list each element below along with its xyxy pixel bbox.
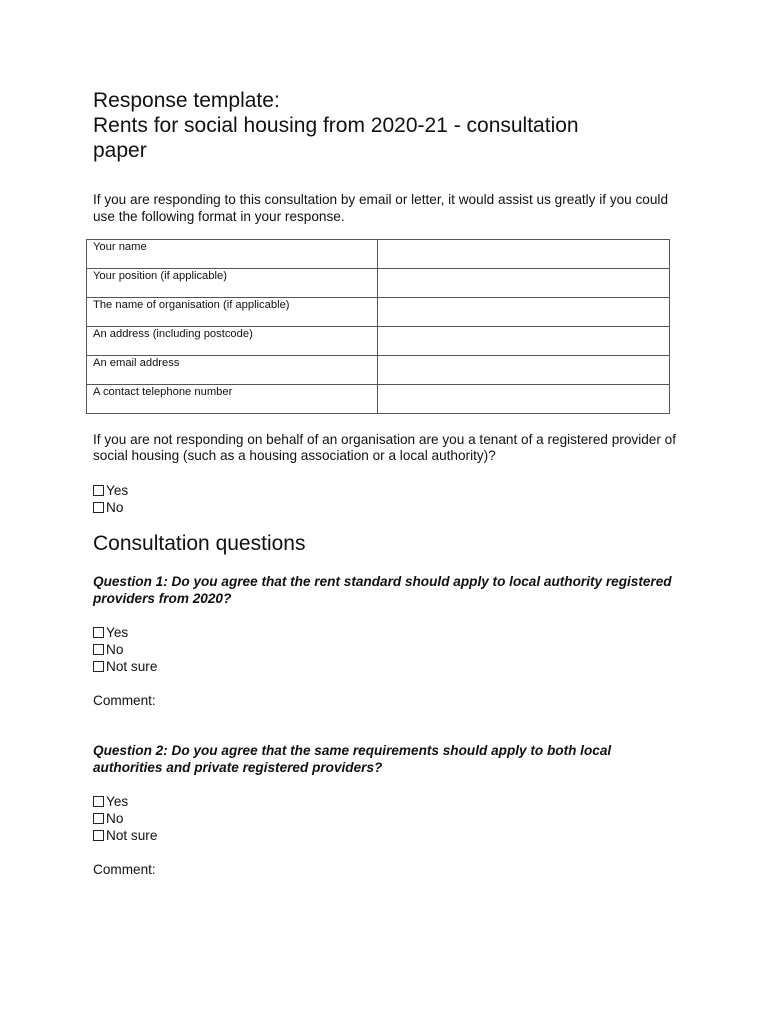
checkbox-icon[interactable] — [93, 627, 104, 638]
comment-label: Comment: — [93, 862, 156, 878]
table-row — [87, 384, 670, 413]
option-label: No — [106, 642, 124, 658]
option-no[interactable] — [93, 641, 676, 658]
table-row — [87, 268, 670, 297]
title-line-3: paper — [93, 139, 147, 162]
row-label: The name of organisation (if applicable) — [87, 297, 378, 326]
option-label: Yes — [106, 482, 129, 498]
checkbox-icon[interactable] — [93, 813, 104, 824]
question-2: Question 2: Do you agree that the same requirements should apply to both local authorities and private registered providers? — [93, 743, 612, 775]
option-yes[interactable] — [93, 482, 676, 499]
question-1-options — [93, 624, 676, 675]
telephone-field[interactable] — [378, 384, 670, 413]
option-label: No — [106, 811, 124, 827]
tenant-options — [93, 482, 676, 516]
option-not-sure[interactable] — [93, 827, 676, 844]
table-row — [87, 326, 670, 355]
comment-label: Comment: — [93, 693, 156, 709]
checkbox-icon[interactable] — [93, 830, 104, 841]
checkbox-icon[interactable] — [93, 796, 104, 807]
email-field[interactable] — [378, 355, 670, 384]
document-page — [93, 88, 676, 878]
row-label: A contact telephone number — [87, 384, 378, 413]
option-no[interactable] — [93, 499, 676, 516]
option-yes[interactable] — [93, 624, 676, 641]
option-label: Yes — [106, 625, 129, 641]
checkbox-icon[interactable] — [93, 644, 104, 655]
option-not-sure[interactable] — [93, 658, 676, 675]
row-label: Your position (if applicable) — [87, 268, 378, 297]
organisation-field[interactable] — [378, 297, 670, 326]
option-label: Not sure — [106, 828, 158, 844]
option-label: Yes — [106, 794, 129, 810]
checkbox-icon[interactable] — [93, 661, 104, 672]
question-2-options — [93, 793, 676, 844]
title-line-1: Response template: — [93, 89, 280, 112]
table-row — [87, 297, 670, 326]
row-label: An address (including postcode) — [87, 326, 378, 355]
option-yes[interactable] — [93, 793, 676, 810]
row-label: Your name — [87, 239, 378, 268]
section-heading: Consultation questions — [93, 531, 306, 555]
question-1: Question 1: Do you agree that the rent standard should apply to local authority registered providers from 2020? — [93, 574, 672, 606]
table-row — [87, 239, 670, 268]
option-label: No — [106, 499, 124, 515]
option-no[interactable] — [93, 810, 676, 827]
checkbox-icon[interactable] — [93, 485, 104, 496]
intro-paragraph: If you are responding to this consultation by email or letter, it would assist us greatly if you could use the following format in your response. — [93, 192, 669, 224]
tenant-question: If you are not responding on behalf of an organisation are you a tenant of a registered provider of social housing (such as a housing association or a local authority)? — [93, 431, 676, 464]
document-title — [93, 88, 676, 163]
respondent-details-table — [86, 239, 670, 414]
title-line-2: Rents for social housing from 2020-21 - consultation — [93, 114, 579, 137]
option-label: Not sure — [106, 659, 158, 675]
table-row — [87, 355, 670, 384]
address-field[interactable] — [378, 326, 670, 355]
checkbox-icon[interactable] — [93, 502, 104, 513]
name-field[interactable] — [378, 239, 670, 268]
row-label: An email address — [87, 355, 378, 384]
position-field[interactable] — [378, 268, 670, 297]
